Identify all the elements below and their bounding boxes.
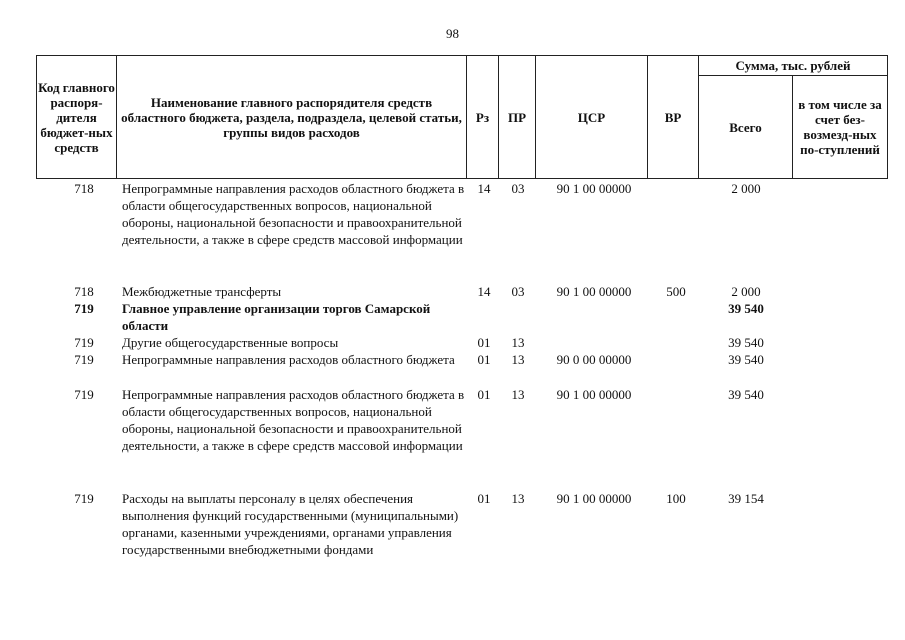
row-total: 39 540 [728,352,764,367]
row-csr: 90 1 00 00000 [556,181,632,196]
row-rz: 14 [477,284,491,299]
row-name: Непрограммные направления расходов областного бюджета [122,352,455,367]
row-csr: 90 1 00 00000 [556,491,632,506]
row-pr: 13 [511,387,525,402]
row-total: 39 540 [728,335,764,350]
row-csr: 90 1 00 00000 [556,284,632,299]
row-code: 718 [74,284,94,299]
row-csr: 90 1 00 00000 [556,387,632,402]
row-code: 719 [74,352,94,367]
row-name: Расходы на выплаты персоналу в целях обеспечения выполнения функций государственными (муниципальными) органами, казенными учреждениями, органами управления государственными внебюджетными фондами [122,491,459,557]
row-rz: 01 [477,352,491,367]
row-code: 719 [74,491,94,506]
row-pr: 13 [511,335,525,350]
row-pr: 13 [511,491,525,506]
header-pr: ПР [507,109,527,125]
header-csr: ЦСР [577,109,606,125]
row-pr: 03 [511,284,525,299]
header-code: Код главного распоря-дителя бюджет-ных средств [38,79,115,155]
row-name: Другие общегосударственные вопросы [122,335,339,350]
page-number: 98 [446,26,459,41]
row-pr: 03 [511,181,525,196]
row-csr: 90 0 00 00000 [556,352,632,367]
row-pr: 13 [511,352,525,367]
row-vr: 100 [666,491,686,506]
row-total: 39 154 [728,491,764,506]
header-total: Всего [729,119,762,135]
header-sum: Сумма, тыс. рублей [735,58,851,73]
header-vr: ВР [664,109,682,125]
header-name: Наименование главного распорядителя средств областного бюджета, раздела, подраздела, целевой статьи, группы видов расходов [121,94,462,140]
row-name: Главное управление организации торгов Самарской области [122,301,431,333]
row-rz: 01 [477,491,491,506]
table-header [36,55,888,179]
row-name: Межбюджетные трансферты [122,284,282,299]
row-total: 39 540 [728,301,764,316]
row-code: 719 [74,301,94,316]
row-name: Непрограммные направления расходов областного бюджета в области общегосударственных вопросов, национальной обороны, национальной безопасности и правоохранительной деятельности, а также в сфере средств массовой информации [122,181,465,247]
row-name: Непрограммные направления расходов областного бюджета в области общегосударственных вопросов, национальной обороны, национальной безопасности и правоохранительной деятельности, а также в сфере средств массовой информации [122,387,465,453]
row-total: 39 540 [728,387,764,402]
row-rz: 01 [477,387,491,402]
header-free: в том числе за счет без-возмезд-ных по-ступлений [798,97,882,157]
row-code: 718 [74,181,94,196]
row-vr: 500 [666,284,686,299]
row-code: 719 [74,335,94,350]
header-bottom-border [36,178,888,179]
row-rz: 01 [477,335,491,350]
col-divider [887,55,888,179]
row-total: 2 000 [731,181,761,196]
row-code: 719 [74,387,94,402]
row-total: 2 000 [731,284,761,299]
header-rz: Рз [475,109,490,125]
row-rz: 14 [477,181,491,196]
